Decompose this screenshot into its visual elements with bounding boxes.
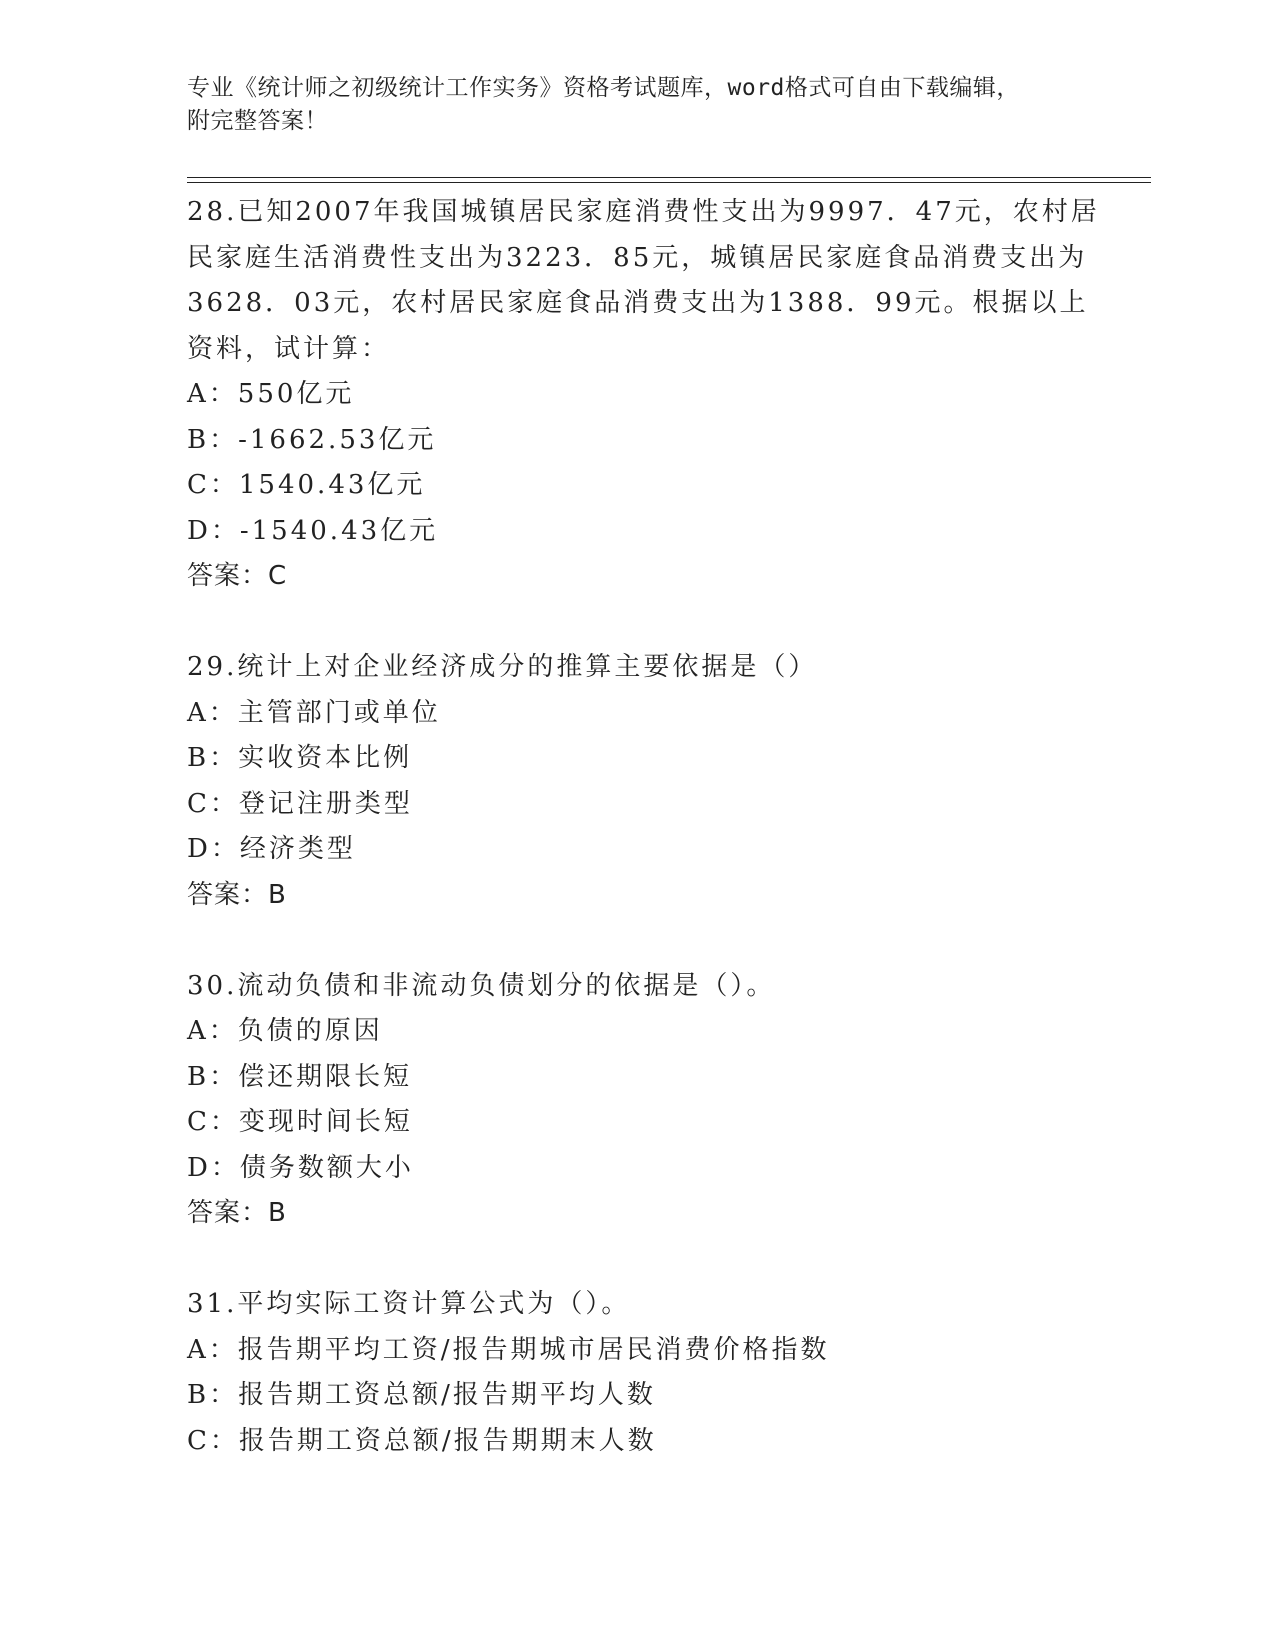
header-divider-bottom: [187, 182, 1151, 183]
header-divider-top: [187, 177, 1151, 178]
question-text: 29.统计上对企业经济成分的推算主要依据是（）: [187, 652, 818, 682]
option-a: A：负债的原因: [187, 1016, 383, 1046]
option-a: A：550亿元: [187, 379, 355, 409]
header-line-2: 附完整答案！: [187, 108, 328, 134]
option-d: D：-1540.43亿元: [187, 515, 439, 546]
option-b: B：-1662.53亿元: [187, 424, 437, 455]
question-text: 30.流动负债和非流动负债划分的依据是（）。: [187, 970, 776, 1001]
question-30: [187, 964, 1117, 1237]
option-d: D：债务数额大小: [187, 1152, 414, 1183]
question-list: [187, 190, 1117, 1464]
answer: 答案：C: [187, 561, 288, 591]
option-a: A：报告期平均工资/报告期城市居民消费价格指数: [187, 1334, 830, 1365]
answer: 答案：B: [187, 1198, 287, 1228]
question-28: [187, 190, 1117, 600]
answer: 答案：B: [187, 879, 287, 910]
option-c: C：报告期工资总额/报告期期末人数: [187, 1425, 657, 1456]
option-c: C：登记注册类型: [187, 788, 413, 819]
question-text: 31.平均实际工资计算公式为（）。: [187, 1289, 631, 1319]
option-b: B：报告期工资总额/报告期平均人数: [187, 1380, 656, 1410]
document-header: [187, 72, 1087, 138]
header-line-1: 专业《统计师之初级统计工作实务》资格考试题库，word格式可自由下载编辑，: [187, 75, 1020, 101]
option-c: C：变现时间长短: [187, 1107, 413, 1137]
option-b: B：实收资本比例: [187, 743, 413, 773]
question-spacer: [187, 1237, 1117, 1283]
option-d: D：经济类型: [187, 834, 356, 864]
question-31: [187, 1282, 1117, 1464]
option-c: C：1540.43亿元: [187, 470, 426, 500]
question-29: [187, 645, 1117, 918]
question-spacer: [187, 600, 1117, 646]
question-spacer: [187, 918, 1117, 964]
question-text: 28.已知2007年我国城镇居民家庭消费性支出为9997．47元，农村居民家庭生活消费性支出为3223．85元，城镇居民家庭食品消费支出为3628．03元，农村居民家庭食品消费支出为1388．99元。根据以上资料，试计算：: [187, 197, 1100, 364]
option-b: B：偿还期限长短: [187, 1061, 413, 1092]
option-a: A：主管部门或单位: [187, 697, 441, 728]
